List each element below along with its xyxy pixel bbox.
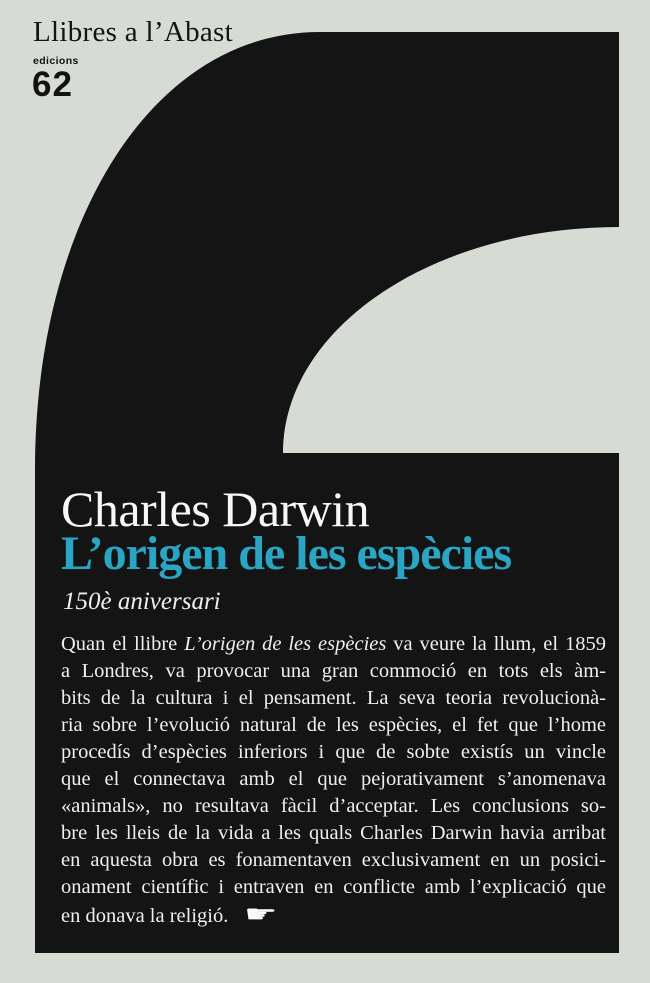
synopsis-text: onament científic i entraven en conflicte amb l’explicació que [61,876,606,898]
synopsis-line [61,658,606,685]
synopsis-line [61,766,606,793]
synopsis-text: bre les lleis de la vida a les quals Charles Darwin havia arribat [61,822,606,844]
synopsis-line [61,685,606,712]
publisher-name: edicions [33,55,79,67]
synopsis-text: bits de la cultura i el pensament. La seva teoria revolucionà- [61,687,606,709]
manicule-icon: ☛ [244,900,278,928]
book-subtitle: 150è aniversari [63,588,221,615]
synopsis-text: procedís d’espècies inferiors i que de sobte existís un vincle [61,741,606,763]
collection-title: Llibres a l’Abast [33,16,233,48]
synopsis-text: ria sobre l’evolució natural de les espècies, el fet que l’home [61,714,606,736]
synopsis-line [61,820,606,847]
synopsis-line [61,847,606,874]
synopsis-line [61,631,606,658]
synopsis-text: va veure la llum, el 1859 [386,633,606,655]
synopsis-line [61,712,606,739]
synopsis-text: en donava la religió. [61,905,229,927]
synopsis-text: en aquesta obra es fonamentaven exclusivament en un posici- [61,849,606,871]
synopsis-line [61,874,606,901]
book-title: L’origen de les espècies [61,527,512,580]
synopsis-line [61,901,606,928]
synopsis-line [61,793,606,820]
synopsis-line [61,739,606,766]
synopsis-italic-text: L’origen de les espècies [184,633,387,655]
publisher-number: 62 [32,65,73,104]
publisher-logo [33,56,79,102]
synopsis-text: «animals», no resultava fàcil d’acceptar. Les conclusions so- [61,795,606,817]
synopsis [61,631,606,928]
author-name: Charles Darwin [61,481,370,537]
synopsis-text: Quan el llibre [61,633,185,655]
synopsis-text: que el connectava amb el que pejorativament s’anomenava [61,768,606,790]
synopsis-text: a Londres, va provocar una gran commoció en tots els àm- [61,660,606,682]
